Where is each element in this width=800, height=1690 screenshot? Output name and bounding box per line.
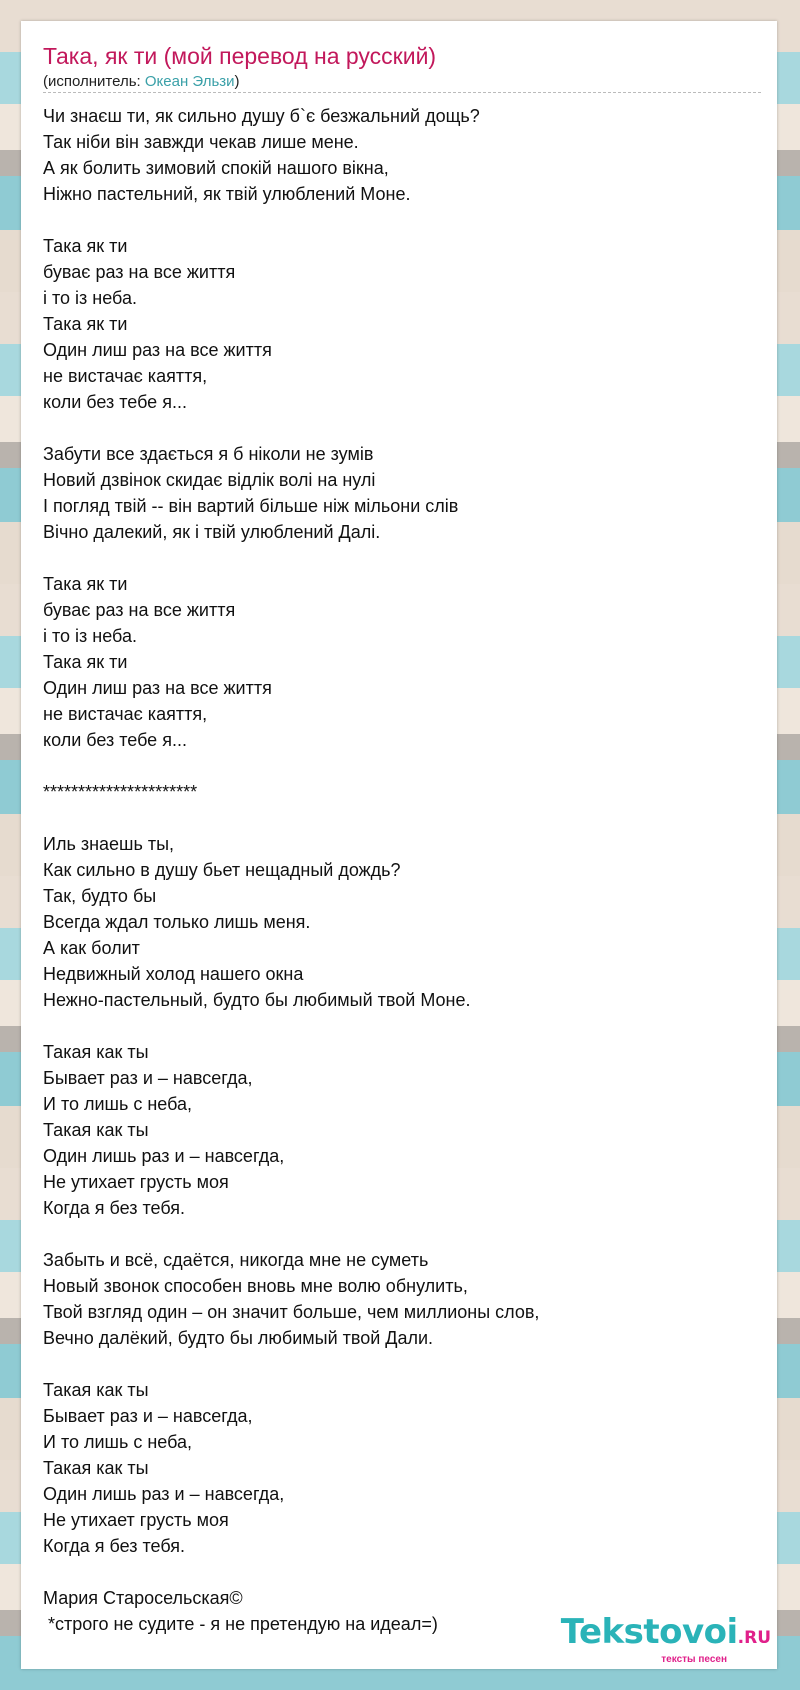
artist-link[interactable]: Океан Эльзи — [144, 73, 235, 90]
artist-suffix: ) — [234, 73, 240, 90]
logo-wordmark — [560, 1612, 771, 1655]
site-logo[interactable] — [560, 1612, 771, 1665]
logo-tagline: тексты песен — [661, 1654, 727, 1665]
artist-prefix: (исполнитель: — [43, 73, 145, 90]
song-title: Така, як ти (мой перевод на русский) — [43, 43, 437, 69]
artist-line — [43, 73, 761, 93]
lyrics-sheet — [21, 21, 777, 1669]
logo-tld: .RU — [737, 1628, 771, 1648]
lyrics-text: Чи знаєш ти, як сильно душу б`є безжальний дощь? Так ніби він завжди чекав лише мене. А як болить зимовий спокій нашого вікна, Ніжно пастельний, як твій улюблений Моне. Така як ти буває раз на все життя і то із неба. Така як ти Один лиш раз на все життя не вистачає каяття, коли без тебе я... Забути все здається я б ніколи не зумів Новий дзвінок скидає відлік волі на нулі І погляд твій -- він вартий більше ніж мільони слів Вічно далекий, як і твій улюблений Далі. Така як ти буває раз на все життя і то із неба. Така як ти Один лиш раз на все життя не вистачає каяття, коли без тебе я... ********************** Иль знаешь ты, Как сильно в душу бьет нещадный дождь? Так, будто бы Всегда ждал только лишь меня. А как болит Недвижный холод нашего окна Нежно-пастельный, будто бы любимый твой Моне. Такая как ты Бывает раз и – навсегда, И то лишь с неба, Такая как ты Один лишь раз и – навсегда, Не утихает грусть моя Когда я без тебя. Забыть и всё, сдаётся, никогда мне не суметь Новый звонок способен вновь мне волю обнулить, Твой взгляд один – он значит больше, чем миллионы слов, Вечно далёкий, будто бы любимый твой Дали. Такая как ты Бывает раз и – навсегда, И то лишь с неба, Такая как ты Один лишь раз и – навсегда, Не утихает грусть моя Когда я без тебя. Мария Старосельская© *строго не судите - я не претендую на идеал=) — [43, 106, 540, 1634]
logo-name: Tekstovoi — [560, 1612, 738, 1652]
